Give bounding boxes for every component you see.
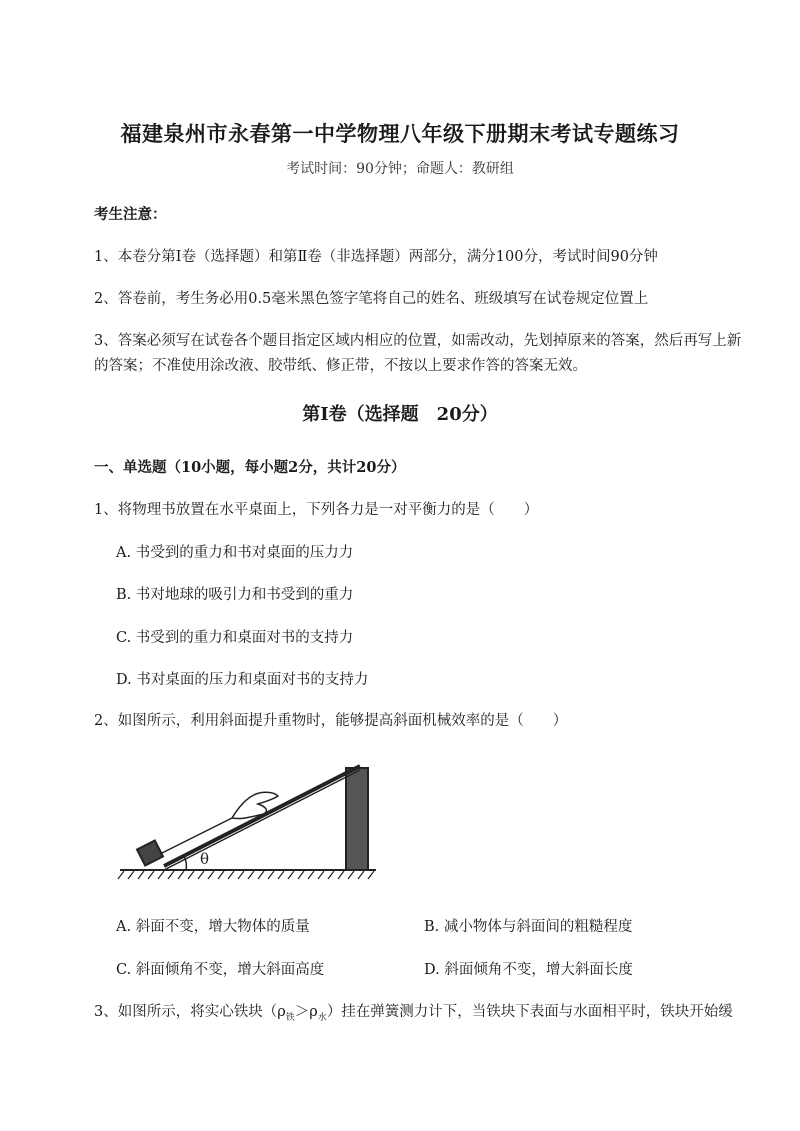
page-title: 福建泉州市永春第一中学物理八年级下册期末考试专题练习 [120, 121, 680, 146]
question-2-option-a: A. 斜面不变，增大物体的质量 [116, 919, 310, 935]
incline-plank [164, 766, 360, 866]
notice-heading: 考生注意： [94, 206, 167, 223]
density-iron-subscript: 铁 [285, 1012, 295, 1023]
question-1-option-a: A. 书受到的重力和书对桌面的压力力 [116, 545, 354, 561]
question-3-stem-part-2: ）挂在弹簧测力计下，当铁块下表面与水面相平时，铁块开始缓 [326, 1004, 733, 1020]
question-1-option-d: D. 书对桌面的压力和桌面对书的支持力 [116, 672, 369, 688]
question-1-option-b: B. 书对地球的吸引力和书受到的重力 [116, 587, 354, 603]
density-water-subscript: 水 [317, 1012, 327, 1023]
support-block [346, 768, 368, 870]
notice-item-1: 1、本卷分第Ⅰ卷（选择题）和第Ⅱ卷（非选择题）两部分，满分100分，考试时间90分钟 [94, 249, 658, 265]
question-2-stem: 2、如图所示，利用斜面提升重物时，能够提高斜面机械效率的是（ ） [94, 713, 568, 729]
question-1-option-c: C. 书受到的重力和桌面对书的支持力 [116, 630, 354, 646]
greater-than-rho: ＞ρ [294, 1004, 318, 1020]
question-3-stem-part-1: 3、如图所示，将实心铁块（ρ [94, 1004, 286, 1020]
exam-info: 考试时间：90分钟；命题人：教研组 [286, 161, 514, 177]
question-1-stem: 1、将物理书放置在水平桌面上，下列各力是一对平衡力的是（ ） [94, 502, 539, 518]
question-2-option-d: D. 斜面倾角不变，增大斜面长度 [424, 962, 633, 978]
incline-figure [114, 752, 380, 886]
angle-label: θ [200, 850, 210, 868]
part-heading: 一、单选题（10小题，每小题2分，共计20分） [94, 459, 406, 476]
notice-item-3-cont: 的答案；不准使用涂改液、胶带纸、修正带，不按以上要求作答的答案无效。 [94, 358, 587, 374]
question-2-option-b: B. 减小物体与斜面间的粗糙程度 [424, 919, 633, 935]
weight-box [137, 840, 163, 865]
notice-item-2: 2、答卷前，考生务必用0.5毫米黑色签字笔将自己的姓名、班级填写在试卷规定位置上 [94, 291, 649, 307]
question-2-option-c: C. 斜面倾角不变，增大斜面高度 [116, 962, 325, 978]
notice-item-3: 3、答案必须写在试卷各个题目指定区域内相应的位置，如需改动，先划掉原来的答案，然后再写上新 [94, 333, 742, 349]
section-title: 第Ⅰ卷（选择题 20分） [302, 404, 498, 425]
ground-hatching [118, 871, 374, 879]
question-3-stem [94, 1000, 733, 1023]
